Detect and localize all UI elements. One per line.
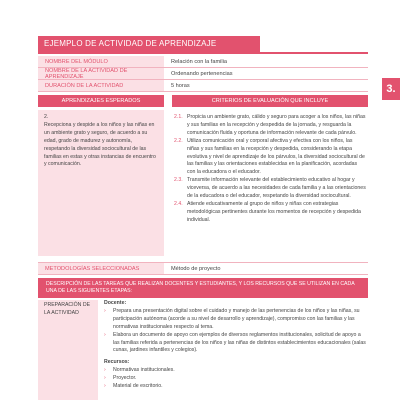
criterios-header: CRITERIOS DE EVALUACIÓN QUE INCLUYE bbox=[172, 95, 368, 107]
recurso-item bbox=[104, 383, 368, 391]
recursos-heading: Recursos: bbox=[104, 359, 130, 366]
actividad-value: Ordenando pertenencias bbox=[164, 68, 368, 79]
criterio-text: Utiliza comunicación oral y corporal afectiva y efectiva con los niños, las niñas y sus familias en la recepción y despedida, considerando la etapa evolutiva y nivel de aprendizaje de los párvulos, la diversidad sociocultural de las familias y las orientaciones establecidas en la planificación, acordadas con la educadora o el educador. bbox=[187, 137, 365, 176]
criterio-text: Atiende educativamente al grupo de niños y niñas con estrategias metodológicas pertinentes durante los momentos de recepción y despedida individual. bbox=[187, 200, 361, 223]
criterio-number: 2.2. bbox=[174, 137, 183, 144]
recurso-item-text: Material de escritorio. bbox=[113, 383, 163, 390]
criterio-number: 2.3. bbox=[174, 177, 183, 184]
page-title: EJEMPLO DE ACTIVIDAD DE APRENDIZAJE bbox=[38, 36, 260, 52]
metodologias-row bbox=[38, 262, 368, 275]
criterio-text: Propicia un ambiente grato, cálido y seguro para acoger a los niños, las niñas y sus familias en la recepción y despedida de la jornada, y resguarda la comunicación fluida y oportuna de información relevante de cada párvulo. bbox=[187, 114, 366, 136]
criterio-number: 2.1. bbox=[174, 114, 183, 120]
duracion-row bbox=[38, 80, 368, 92]
preparacion-content bbox=[104, 300, 368, 400]
criterio-item bbox=[174, 114, 366, 138]
bullet-arrow-icon: › bbox=[104, 375, 106, 382]
criterio-text: Transmite información relevante del establecimiento educativo al hogar y viceversa, de acuerdo a las necesidades de cada familia y a las orientaciones de la educadora o del educador, respetando la diversidad sociocultural. bbox=[187, 177, 366, 200]
modulo-value: Relación con la familia bbox=[164, 56, 368, 67]
docente-list bbox=[104, 308, 368, 355]
criterio-item bbox=[174, 201, 366, 225]
metodologias-label: METODOLOGÍAS SELECCIONADAS bbox=[38, 263, 164, 274]
recursos-list bbox=[104, 367, 368, 391]
columns-header bbox=[38, 95, 368, 107]
docente-item bbox=[104, 332, 368, 356]
criterio-item bbox=[174, 138, 366, 178]
recurso-item-text: Normativas institucionales. bbox=[113, 367, 175, 374]
modulo-label: NOMBRE DEL MÓDULO bbox=[38, 56, 164, 67]
title-divider bbox=[38, 52, 368, 54]
duracion-label: DURACIÓN DE LA ACTIVIDAD bbox=[38, 80, 164, 91]
aprendizaje-number: 2. bbox=[44, 114, 49, 120]
recurso-item bbox=[104, 367, 368, 375]
duracion-value: 5 horas bbox=[164, 80, 368, 91]
preparacion-label-cell bbox=[38, 300, 98, 400]
aprendizaje-text: Recepciona y despide a los niños y las niñas en un ambiente grato y seguro, de acuerdo a su edad, grado de madurez y autonomía, respetando la diversidad sociocultural de las familias en estas y otras instancias de encuentro y comunicación. bbox=[44, 121, 156, 168]
metodologias-value: Método de proyecto bbox=[164, 263, 368, 274]
criterios-list bbox=[174, 114, 366, 225]
bullet-arrow-icon: › bbox=[104, 367, 106, 374]
actividad-label: NOMBRE DE LA ACTIVIDAD DE APRENDIZAJE bbox=[38, 68, 164, 79]
preparacion-label: PREPARACIÓN DE LA ACTIVIDAD bbox=[44, 302, 91, 316]
recurso-item bbox=[104, 375, 368, 383]
aprendizaje-cell bbox=[38, 110, 164, 256]
criterios-cell bbox=[172, 110, 368, 256]
docente-item-text: Prepara una presentación digital sobre el cuidado y manejo de las pertenencias de los niños y las niñas, su participación autónoma (acorde a su nivel de desarrollo y aprendizaje), compromiso con las familias y las normativas institucionales respecto al tema. bbox=[113, 307, 360, 330]
bullet-arrow-icon: › bbox=[104, 331, 106, 338]
aprendizajes-header: APRENDIZAJES ESPERADOS bbox=[38, 95, 164, 107]
recurso-item-text: Proyector. bbox=[113, 375, 137, 382]
bullet-arrow-icon: › bbox=[104, 307, 106, 314]
modulo-row bbox=[38, 56, 368, 68]
docente-item bbox=[104, 308, 368, 332]
descripcion-banner: DESCRIPCIÓN DE LAS TAREAS QUE REALIZAN DOCENTES Y ESTUDIANTES, Y LOS RECURSOS QUE SE UTILIZAN EN CADA UNA DE LAS SIGUIENTES ETAPAS: bbox=[38, 278, 368, 298]
chapter-tab: 3. bbox=[382, 78, 400, 100]
docente-heading: Docente: bbox=[104, 300, 127, 306]
bullet-arrow-icon: › bbox=[104, 383, 106, 390]
actividad-row bbox=[38, 68, 368, 80]
criterio-item bbox=[174, 177, 366, 201]
criterio-number: 2.4. bbox=[174, 200, 183, 207]
docente-item-text: Elabora un documento de apoyo con ejemplos de diversos reglamentos institucionales, solicitud de apoyo a las familias referida a pertenencias de los niños y las niñas de distintos establecimientos educacionales (salas cunas, jardines infantiles y colegios). bbox=[113, 331, 366, 354]
